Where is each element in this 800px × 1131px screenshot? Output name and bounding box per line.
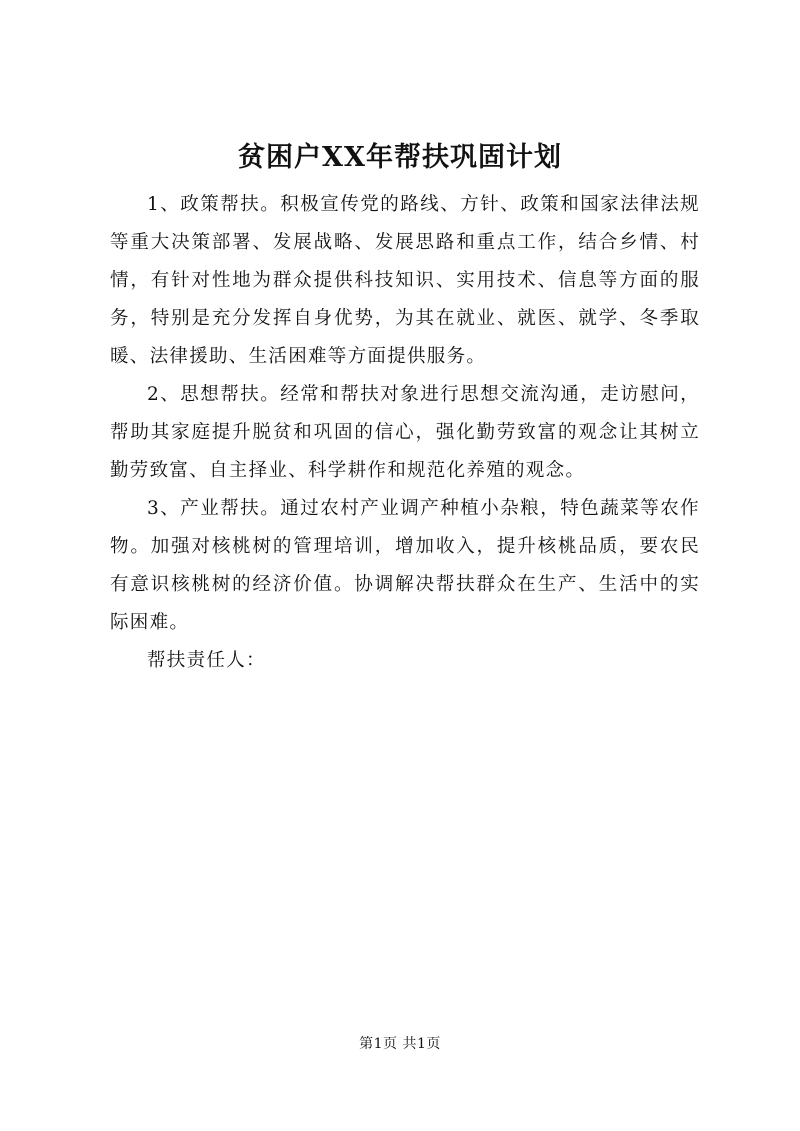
paragraph-policy-support: 1、政策帮扶。积极宣传党的路线、方针、政策和国家法律法规等重大决策部署、发展战略、发展思路和重点工作，结合乡情、村情，有针对性地为群众提供科技知识、实用技术、信息等方面的服务，特别是充分发挥自身优势，为其在就业、就医、就学、冬季取暖、法律援助、生活困难等方面提供服务。 (110, 194, 700, 367)
signature-label: 帮扶责任人： (147, 650, 266, 671)
document-title: 贫困户XX年帮扶巩固计划 (238, 142, 562, 173)
paragraph-industry-support: 3、产业帮扶。通过农村产业调产种植小杂粮，特色蔬菜等农作物。加强对核桃树的管理培训，增加收入，提升核桃品质，要农民有意识核桃树的经济价值。协调解决帮扶群众在生产、生活中的实际困难。 (110, 498, 700, 633)
page-footer: 第1页 共1页 (359, 1036, 441, 1052)
document-body (110, 186, 700, 680)
paragraph-ideological-support: 2、思想帮扶。经常和帮扶对象进行思想交流沟通，走访慰问，帮助其家庭提升脱贫和巩固的信心，强化勤劳致富的观念让其树立勤劳致富、自主择业、科学耕作和规范化养殖的观念。 (110, 384, 700, 481)
